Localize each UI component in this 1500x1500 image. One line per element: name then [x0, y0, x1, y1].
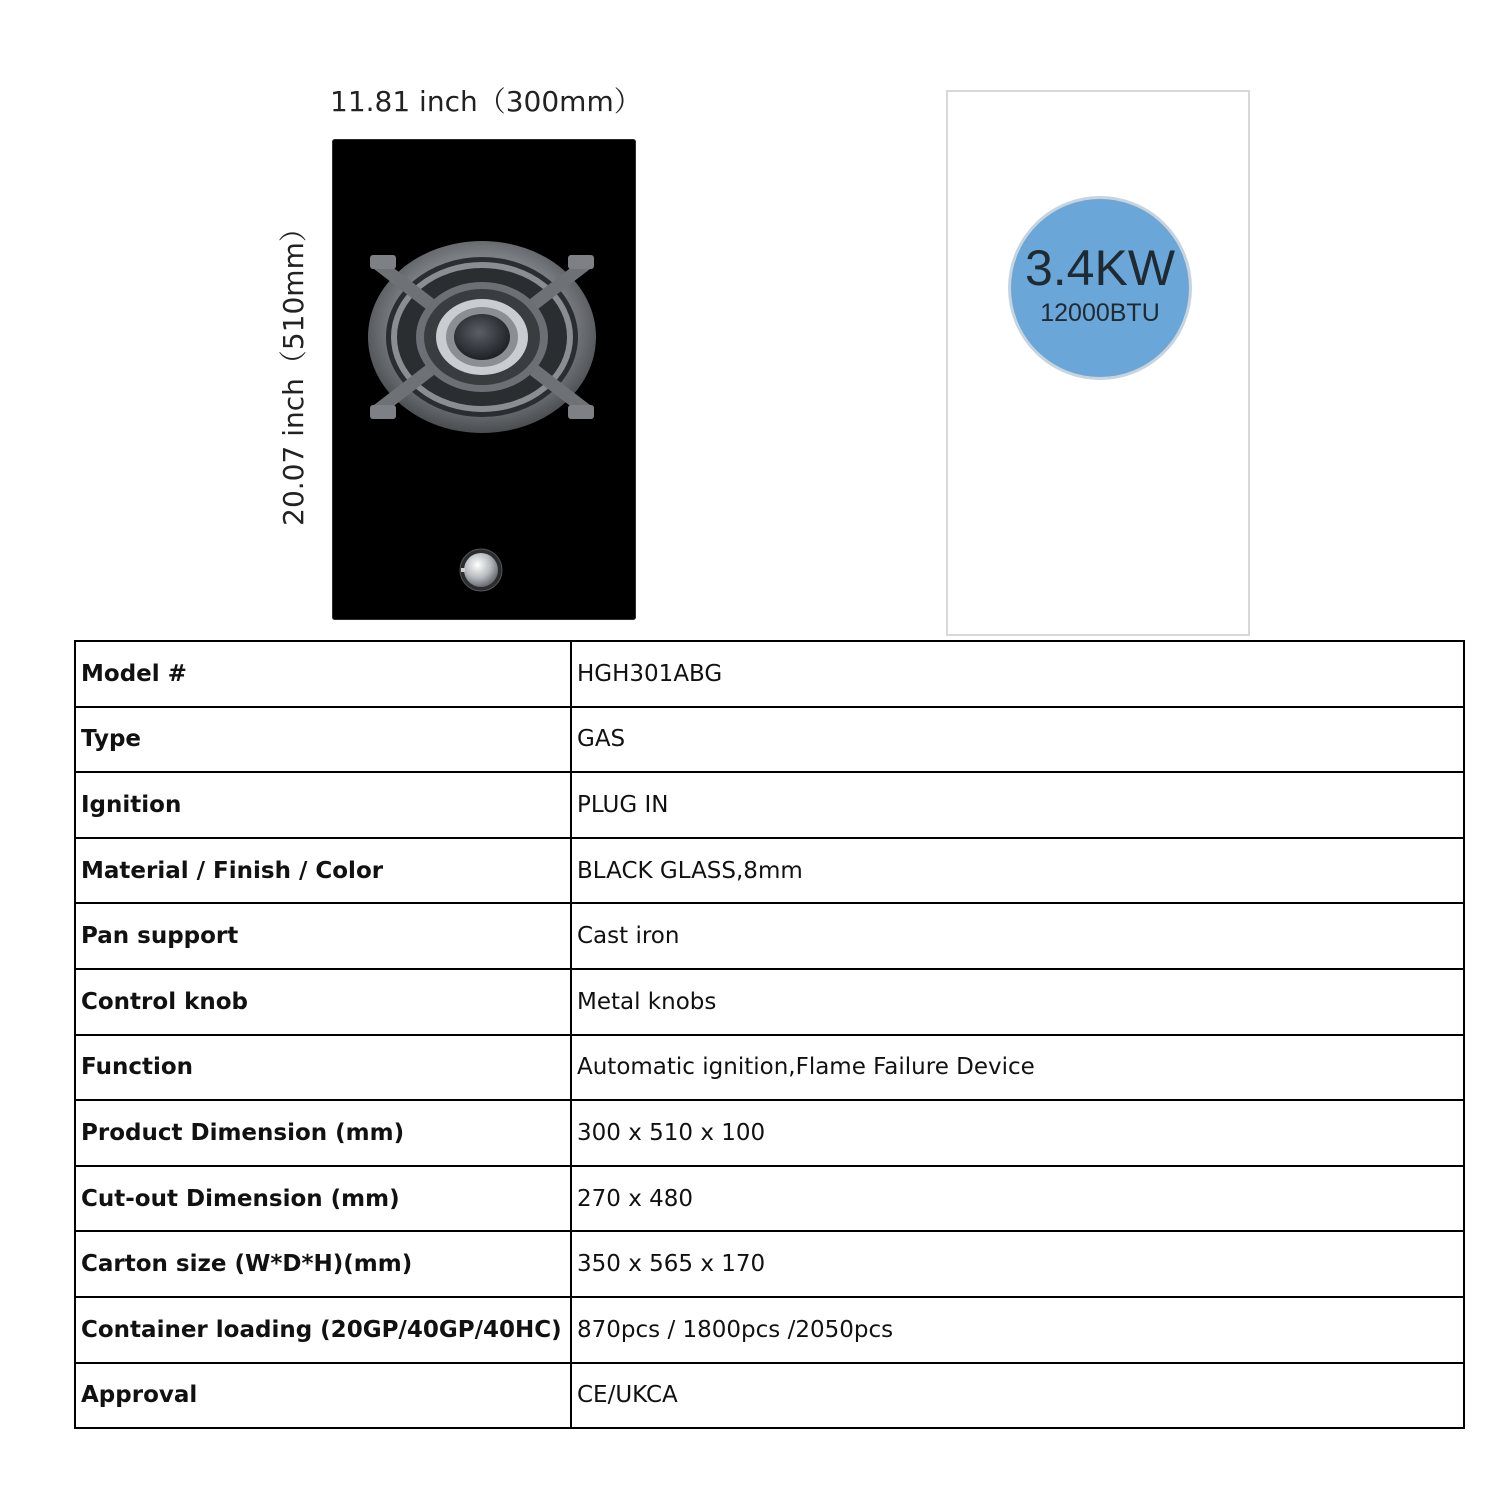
spec-value: HGH301ABG: [571, 641, 1464, 707]
power-info-panel: [946, 90, 1250, 636]
spec-row: [75, 1297, 1464, 1363]
spec-value: 270 x 480: [571, 1166, 1464, 1232]
spec-value: PLUG IN: [571, 772, 1464, 838]
spec-value: BLACK GLASS,8mm: [571, 838, 1464, 904]
power-btu-label: 12000BTU: [1040, 299, 1160, 327]
spec-value: 870pcs / 1800pcs /2050pcs: [571, 1297, 1464, 1363]
spec-label: Product Dimension (mm): [75, 1100, 571, 1166]
spec-label: Type: [75, 707, 571, 773]
spec-value: GAS: [571, 707, 1464, 773]
metal-knob-icon[interactable]: [458, 547, 504, 593]
spec-label: Ignition: [75, 772, 571, 838]
spec-value: 300 x 510 x 100: [571, 1100, 1464, 1166]
power-kw-label: 3.4KW: [1024, 240, 1176, 296]
gas-hob-image: [332, 139, 636, 620]
spec-row: [75, 772, 1464, 838]
spec-row: [75, 707, 1464, 773]
spec-row: [75, 1035, 1464, 1101]
spec-label: Control knob: [75, 969, 571, 1035]
spec-label: Cut-out Dimension (mm): [75, 1166, 571, 1232]
spec-row: [75, 1363, 1464, 1429]
gas-burner-icon: [362, 237, 602, 437]
spec-value: Automatic ignition,Flame Failure Device: [571, 1035, 1464, 1101]
spec-label: Material / Finish / Color: [75, 838, 571, 904]
spec-row: [75, 641, 1464, 707]
spec-label: Carton size (W*D*H)(mm): [75, 1231, 571, 1297]
spec-row: [75, 1166, 1464, 1232]
height-dimension-label: 20.07 inch（510mm）: [277, 214, 310, 526]
specification-table: [74, 640, 1465, 1429]
spec-value: 350 x 565 x 170: [571, 1231, 1464, 1297]
spec-value: CE/UKCA: [571, 1363, 1464, 1429]
spec-label: Pan support: [75, 903, 571, 969]
spec-label: Container loading (20GP/40GP/40HC): [75, 1297, 571, 1363]
spec-row: [75, 969, 1464, 1035]
spec-row: [75, 1100, 1464, 1166]
spec-row: [75, 903, 1464, 969]
spec-row: [75, 1231, 1464, 1297]
spec-value: Metal knobs: [571, 969, 1464, 1035]
spec-label: Approval: [75, 1363, 571, 1429]
spec-label: Function: [75, 1035, 571, 1101]
spec-row: [75, 838, 1464, 904]
width-dimension-label: 11.81 inch（300mm）: [330, 85, 642, 118]
spec-value: Cast iron: [571, 903, 1464, 969]
spec-label: Model #: [75, 641, 571, 707]
power-badge: [1008, 196, 1192, 380]
